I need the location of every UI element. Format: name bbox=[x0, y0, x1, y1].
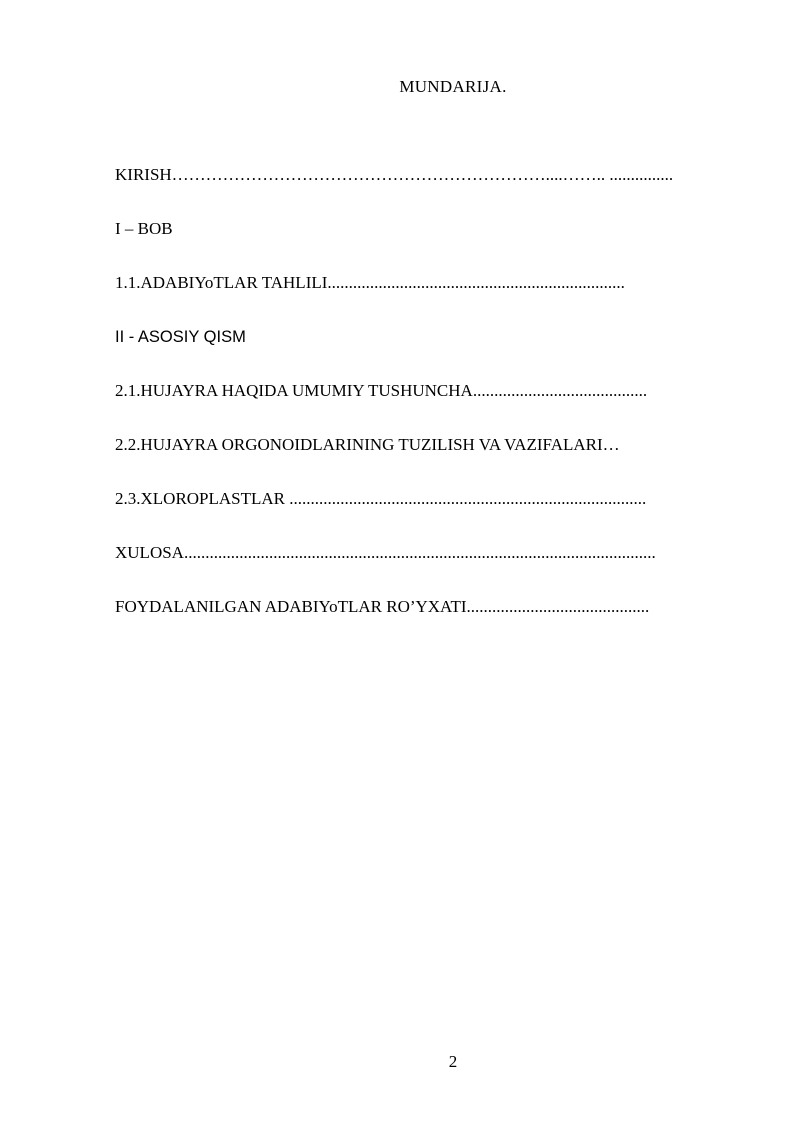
toc-entry-foydalanilgan-adabiyotlar: FOYDALANILGAN ADABIYoTLAR RO’YXATI........................................... bbox=[115, 597, 650, 616]
toc-entry-adabiyotlar-tahlili: 1.1.ADABIYoTLAR TAHLILI...................................................................... bbox=[115, 273, 625, 292]
toc-entry-kirish: KIRISH…………………………………………………………....…….. ............... bbox=[115, 165, 674, 184]
table-of-contents bbox=[115, 164, 730, 650]
toc-entry-hujayra-orgonoidlari: 2.2.HUJAYRA ORGONOIDLARINING TUZILISH VA VAZIFALARI… bbox=[115, 435, 620, 454]
toc-entry-hujayra-haqida: 2.1.HUJAYRA HAQIDA UMUMIY TUSHUNCHA......................................... bbox=[115, 381, 648, 400]
toc-entry-i-bob: I – BOB bbox=[115, 219, 173, 238]
page-title: MUNDARIJA. bbox=[399, 77, 507, 96]
page-number: 2 bbox=[448, 1052, 458, 1071]
toc-entry-xulosa: XULOSA............................................................................................................... bbox=[115, 543, 656, 562]
toc-entry-xloroplastlar: 2.3.XLOROPLASTLAR .................................................................................... bbox=[115, 489, 647, 508]
toc-entry-asosiy-qism: II - ASOSIY QISM bbox=[115, 328, 246, 346]
